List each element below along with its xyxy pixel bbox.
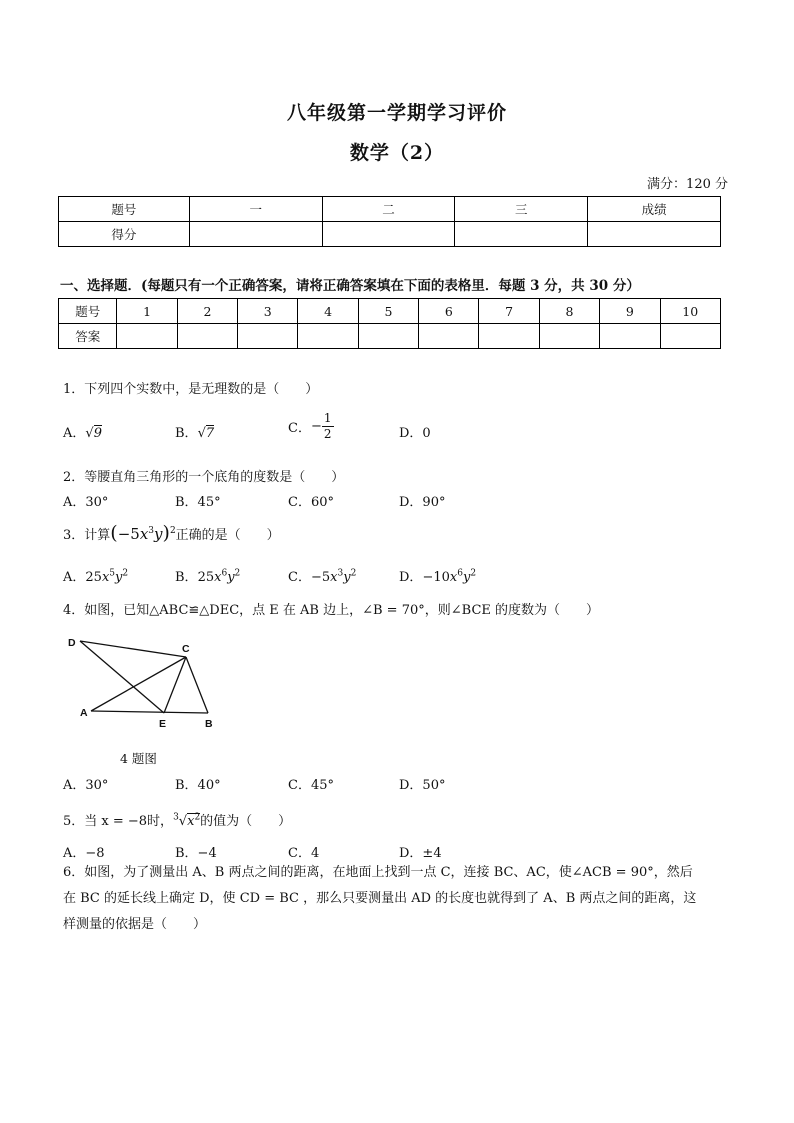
option-label: B． xyxy=(175,570,198,585)
q1-option-c[interactable] xyxy=(288,411,334,442)
answer-table xyxy=(58,298,721,349)
math-expression: $(-5x^3y)^2$ xyxy=(110,522,176,544)
question-4-stem: 4．如图，已知△ABC≌△DEC，点 E 在 AB 边上，∠B = 70°，则∠BCE 的度数为（ ） xyxy=(63,603,600,618)
sqrt-sign: √ xyxy=(197,426,206,441)
math-expression: $25x^5y^2$ xyxy=(85,568,129,585)
stem-suffix: 正确的是（ ） xyxy=(175,528,280,543)
radicand: 7 xyxy=(205,426,215,441)
q4-option-d[interactable]: D．50° xyxy=(399,778,446,793)
q1-option-d[interactable]: D．0 xyxy=(399,426,431,441)
table-cell: 4 xyxy=(298,299,358,324)
table-cell: 三 xyxy=(455,197,588,222)
table-cell: 得分 xyxy=(59,222,190,247)
table-cell: 题号 xyxy=(59,299,117,324)
table-row xyxy=(59,197,721,222)
answer-input-cell[interactable] xyxy=(539,324,599,349)
table-row xyxy=(59,299,721,324)
full-score-note: 满分：120 分 xyxy=(647,177,728,192)
stem-suffix: 的值为（ ） xyxy=(200,814,292,829)
math-expression: $^3√x^2$ xyxy=(173,812,201,829)
table-cell: 成绩 xyxy=(588,197,721,222)
answer-input-cell[interactable] xyxy=(419,324,479,349)
table-cell: 答案 xyxy=(59,324,117,349)
fraction-numerator: 1 xyxy=(323,411,332,425)
score-input-cell[interactable] xyxy=(588,222,721,247)
q3-option-c[interactable] xyxy=(288,566,356,585)
fraction xyxy=(322,411,334,442)
radicand: 9 xyxy=(93,426,102,441)
score-input-cell[interactable] xyxy=(322,222,455,247)
table-row xyxy=(59,324,721,349)
segment-ce xyxy=(164,657,186,713)
point-label-e: E xyxy=(159,718,167,730)
q2-option-a[interactable]: A．30° xyxy=(63,495,109,510)
score-input-cell[interactable] xyxy=(189,222,322,247)
table-cell: 8 xyxy=(539,299,599,324)
exam-title: 八年级第一学期学习评价 xyxy=(286,102,507,124)
point-label-c: C xyxy=(182,643,190,655)
table-cell: 6 xyxy=(419,299,479,324)
table-cell: 二 xyxy=(322,197,455,222)
q5-option-c[interactable]: C．4 xyxy=(288,846,320,861)
table-cell: 10 xyxy=(660,299,720,324)
answer-input-cell[interactable] xyxy=(600,324,660,349)
q5-option-d[interactable]: D．±4 xyxy=(399,846,442,861)
stem-prefix: 3．计算 xyxy=(63,528,111,543)
question-3-stem xyxy=(63,522,280,544)
table-row xyxy=(59,222,721,247)
figure-caption: 4 题图 xyxy=(120,751,157,766)
answer-input-cell[interactable] xyxy=(660,324,720,349)
q5-option-b[interactable]: B．−4 xyxy=(175,846,217,861)
q3-option-b[interactable] xyxy=(175,566,240,585)
table-cell: 一 xyxy=(189,197,322,222)
question-6-line: 在 BC 的延长线上确定 D，使 CD = BC ，那么只要测量出 AD 的长度也就得到了 A、B 两点之间的距离，这 xyxy=(63,891,697,906)
exam-subtitle: 数学（2） xyxy=(349,142,445,164)
segment-ab xyxy=(91,711,208,713)
answer-input-cell[interactable] xyxy=(177,324,237,349)
fraction-denominator: 2 xyxy=(323,427,332,441)
option-label: D． xyxy=(399,570,423,585)
q4-option-b[interactable]: B．40° xyxy=(175,778,221,793)
question-6-line: 6．如图，为了测量出 A、B 两点之间的距离，在地面上找到一点 C，连接 BC、AC，使∠ACB = 90°，然后 xyxy=(63,865,693,880)
point-label-b: B xyxy=(205,718,213,730)
q1-option-a[interactable] xyxy=(63,422,102,441)
table-cell: 题号 xyxy=(59,197,190,222)
option-label: A． xyxy=(63,426,86,441)
minus-sign: − xyxy=(310,419,322,434)
option-label: C． xyxy=(288,570,311,585)
segment-ac xyxy=(91,657,186,711)
math-expression: $-10x^6y^2$ xyxy=(422,568,477,585)
point-label-d: D xyxy=(68,637,76,649)
triangle-figure xyxy=(60,630,230,735)
question-6-stem xyxy=(63,860,743,938)
option-label: B． xyxy=(175,426,198,441)
section-heading: 一、选择题．(每题只有一个正确答案，请将正确答案填在下面的表格里．每题 3 分，共 30 分） xyxy=(60,278,640,294)
q4-option-c[interactable]: C．45° xyxy=(288,778,334,793)
stem-prefix: 5．当 x = −8时， xyxy=(63,814,174,829)
answer-input-cell[interactable] xyxy=(298,324,358,349)
score-table xyxy=(58,196,721,247)
question-6-line: 样测量的依据是（ ） xyxy=(63,917,207,932)
question-2-stem: 2．等腰直角三角形的一个底角的度数是（ ） xyxy=(63,470,345,485)
table-cell: 2 xyxy=(177,299,237,324)
q3-option-a[interactable] xyxy=(63,566,128,585)
q1-option-b[interactable] xyxy=(175,422,214,441)
score-input-cell[interactable] xyxy=(455,222,588,247)
table-cell: 3 xyxy=(238,299,298,324)
math-expression: $-5x^3y^2$ xyxy=(310,568,357,585)
sqrt-sign: √ xyxy=(85,426,94,441)
q5-option-a[interactable]: A．−8 xyxy=(63,846,105,861)
answer-input-cell[interactable] xyxy=(358,324,418,349)
answer-input-cell[interactable] xyxy=(479,324,539,349)
point-label-a: A xyxy=(80,707,88,719)
option-label: A． xyxy=(63,570,86,585)
question-5-stem xyxy=(63,810,291,829)
q2-option-c[interactable]: C．60° xyxy=(288,495,334,510)
table-cell: 1 xyxy=(117,299,177,324)
table-cell: 9 xyxy=(600,299,660,324)
answer-input-cell[interactable] xyxy=(238,324,298,349)
segment-bc xyxy=(186,657,208,713)
question-1-stem: 1．下列四个实数中，是无理数的是（ ） xyxy=(63,382,319,397)
math-expression: $25x^6y^2$ xyxy=(197,568,241,585)
q2-option-b[interactable]: B．45° xyxy=(175,495,221,510)
answer-input-cell[interactable] xyxy=(117,324,177,349)
q2-option-d[interactable]: D．90° xyxy=(399,495,446,510)
option-label: C． xyxy=(288,421,311,436)
table-cell: 7 xyxy=(479,299,539,324)
q4-option-a[interactable]: A．30° xyxy=(63,778,109,793)
q3-option-d[interactable] xyxy=(399,566,476,585)
table-cell: 5 xyxy=(358,299,418,324)
